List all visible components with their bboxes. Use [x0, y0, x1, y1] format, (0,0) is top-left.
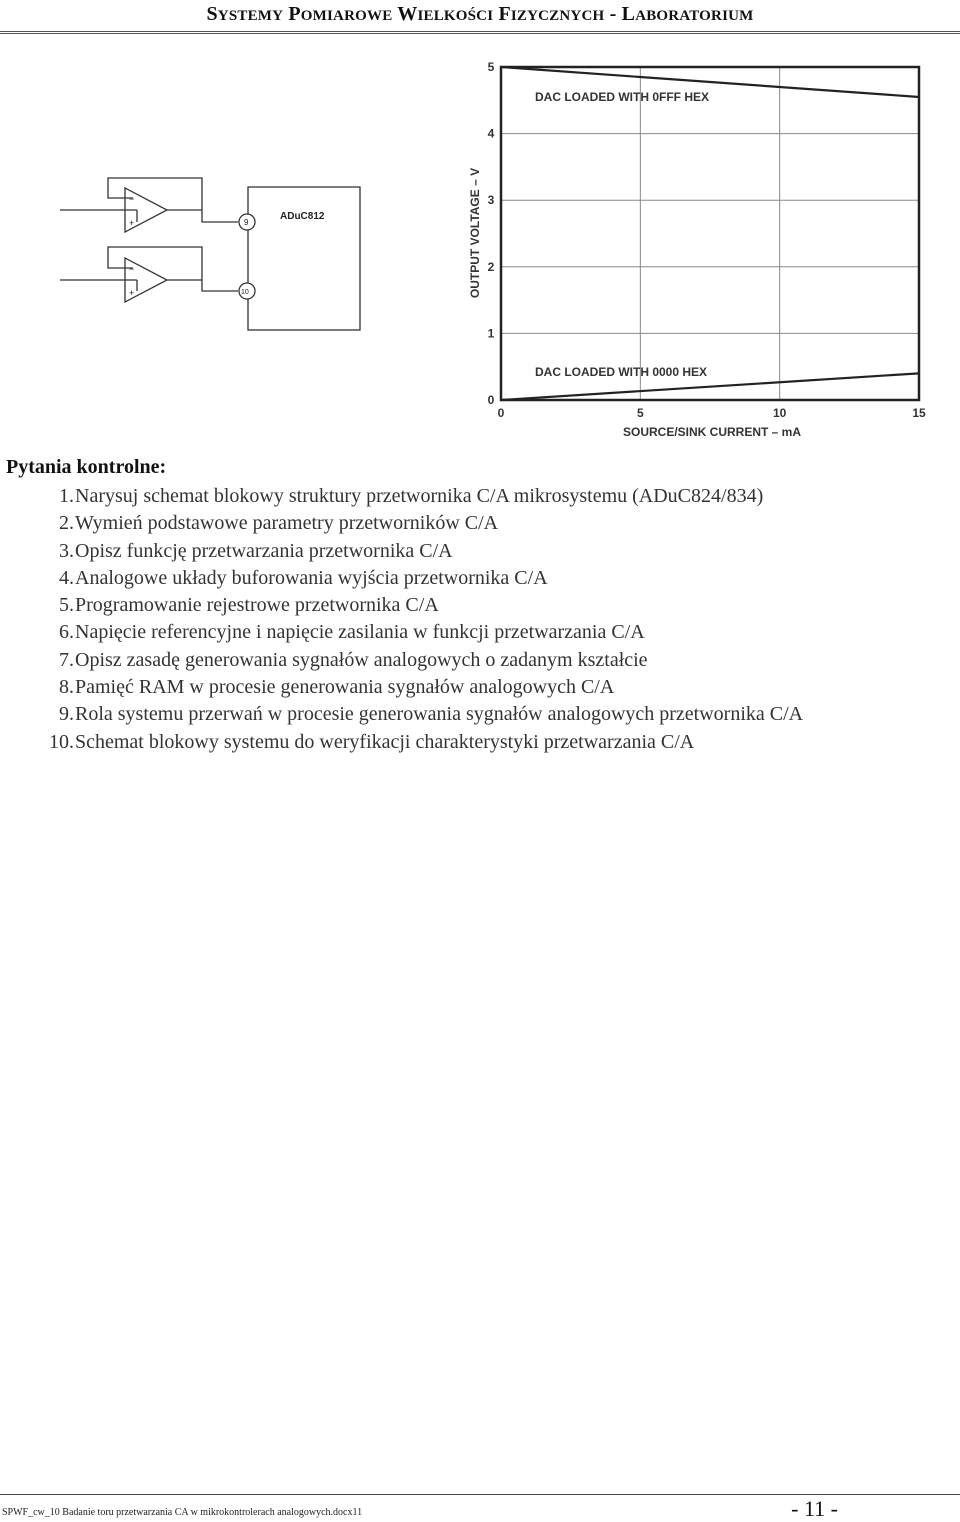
- y-tick-label: 5: [487, 60, 495, 74]
- feedback-wire-2: [108, 247, 202, 280]
- y-axis-label: OUTPUT VOLTAGE – V: [468, 167, 482, 299]
- header-title: [206, 3, 753, 26]
- header-word: POMIAROWE: [288, 3, 393, 25]
- y-tick-label: 1: [487, 326, 495, 341]
- footer-filename: SPWF_cw_10 Badanie toru przetwarzania CA w mikrokontrolerach analogowych.docx11: [2, 1507, 363, 1518]
- list-item: [6, 701, 956, 728]
- y-tick-label: 2: [487, 259, 495, 274]
- list-item: [6, 592, 956, 619]
- x-tick-label: 15: [912, 406, 926, 420]
- chart-frame: [501, 67, 919, 400]
- question-number: 9.: [59, 703, 74, 726]
- question-text: Wymień podstawowe parametry przetworników C/A: [75, 512, 499, 535]
- x-axis-label: SOURCE/SINK CURRENT – mA: [622, 425, 802, 439]
- series-label-0fff: DAC LOADED WITH 0FFF HEX: [535, 90, 709, 104]
- header-word: FIZYCZNYCH: [498, 3, 605, 25]
- question-number: 10.: [49, 730, 74, 753]
- list-item: [6, 619, 956, 646]
- wire-to-pin-10: [202, 280, 238, 291]
- chip-box: [248, 187, 360, 330]
- header-word: SYSTEMY: [206, 3, 284, 25]
- question-number: 5.: [59, 594, 74, 617]
- questions-heading: Pytania kontrolne:: [6, 456, 167, 478]
- x-tick-label: 5: [636, 406, 644, 420]
- y-tick-label: 3: [487, 193, 495, 208]
- y-tick-label: 4: [487, 126, 495, 141]
- question-number: 8.: [59, 676, 74, 699]
- header-word: WIELKOŚCI: [397, 3, 494, 25]
- list-item: [6, 510, 956, 537]
- list-item: [6, 483, 956, 510]
- pin-10-label: 10: [241, 289, 249, 296]
- question-text: Schemat blokowy systemu do weryfikacji charakterystyki przetwarzania C/A: [75, 730, 695, 753]
- op-amp-1-minus: −: [129, 194, 135, 204]
- questions-list: [6, 483, 956, 756]
- header-rule-secondary: [0, 33, 960, 34]
- footer-rule: [0, 1494, 960, 1495]
- list-item: [6, 538, 956, 565]
- question-text: Napięcie referencyjne i napięcie zasilania w funkcji przetwarzania C/A: [75, 621, 645, 644]
- question-text: Programowanie rejestrowe przetwornika C/A: [75, 594, 439, 617]
- feedback-wire-1: [108, 178, 202, 210]
- op-amp-2-minus: −: [129, 264, 135, 274]
- list-item: [6, 565, 956, 592]
- header-word: LABORATORIUM: [621, 3, 754, 25]
- wire-to-pin-9: [202, 210, 238, 222]
- y-tick-label: 0: [487, 393, 495, 407]
- question-number: 6.: [59, 621, 74, 644]
- question-text: Rola systemu przerwań w procesie generowania sygnałów analogowych przetwornika C/A: [75, 703, 804, 726]
- question-number: 7.: [59, 648, 74, 671]
- header-rule: [0, 31, 960, 32]
- question-text: Pamięć RAM w procesie generowania sygnałów analogowych C/A: [75, 676, 615, 699]
- question-text: Analogowe układy buforowania wyjścia przetwornika C/A: [75, 566, 548, 589]
- page-header: [0, 0, 960, 32]
- question-text: Narysuj schemat blokowy struktury przetwornika C/A mikrosystemu (ADuC824/834): [75, 485, 764, 507]
- chart-grid: [501, 67, 919, 400]
- question-text: Opisz funkcję przetwarzania przetwornika C/A: [75, 539, 453, 562]
- question-number: 3.: [59, 539, 74, 562]
- chip-label: ADuC812: [280, 211, 325, 222]
- chart-series-group: [501, 67, 919, 400]
- op-amp-1-plus: +: [129, 218, 135, 228]
- pin-9-label: 9: [244, 218, 249, 227]
- header-word: -: [609, 3, 617, 25]
- review-questions: [6, 455, 956, 756]
- page-footer: [0, 1492, 960, 1522]
- x-tick-label: 0: [497, 406, 505, 420]
- series-label-0000: DAC LOADED WITH 0000 HEX: [535, 365, 708, 379]
- question-number: 4.: [59, 566, 74, 589]
- op-amp-2-plus: +: [129, 288, 135, 298]
- dac-output-chart: [458, 55, 938, 450]
- page-number: - 11 -: [791, 1496, 838, 1521]
- x-tick-label: 10: [772, 406, 787, 420]
- question-number: 1.: [59, 485, 74, 507]
- question-number: 2.: [59, 512, 74, 535]
- list-item: [6, 647, 956, 674]
- list-item: [6, 729, 956, 756]
- buffer-circuit-diagram: [55, 170, 370, 335]
- list-item: [6, 674, 956, 701]
- question-text: Opisz zasadę generowania sygnałów analogowych o zadanym kształcie: [75, 648, 648, 671]
